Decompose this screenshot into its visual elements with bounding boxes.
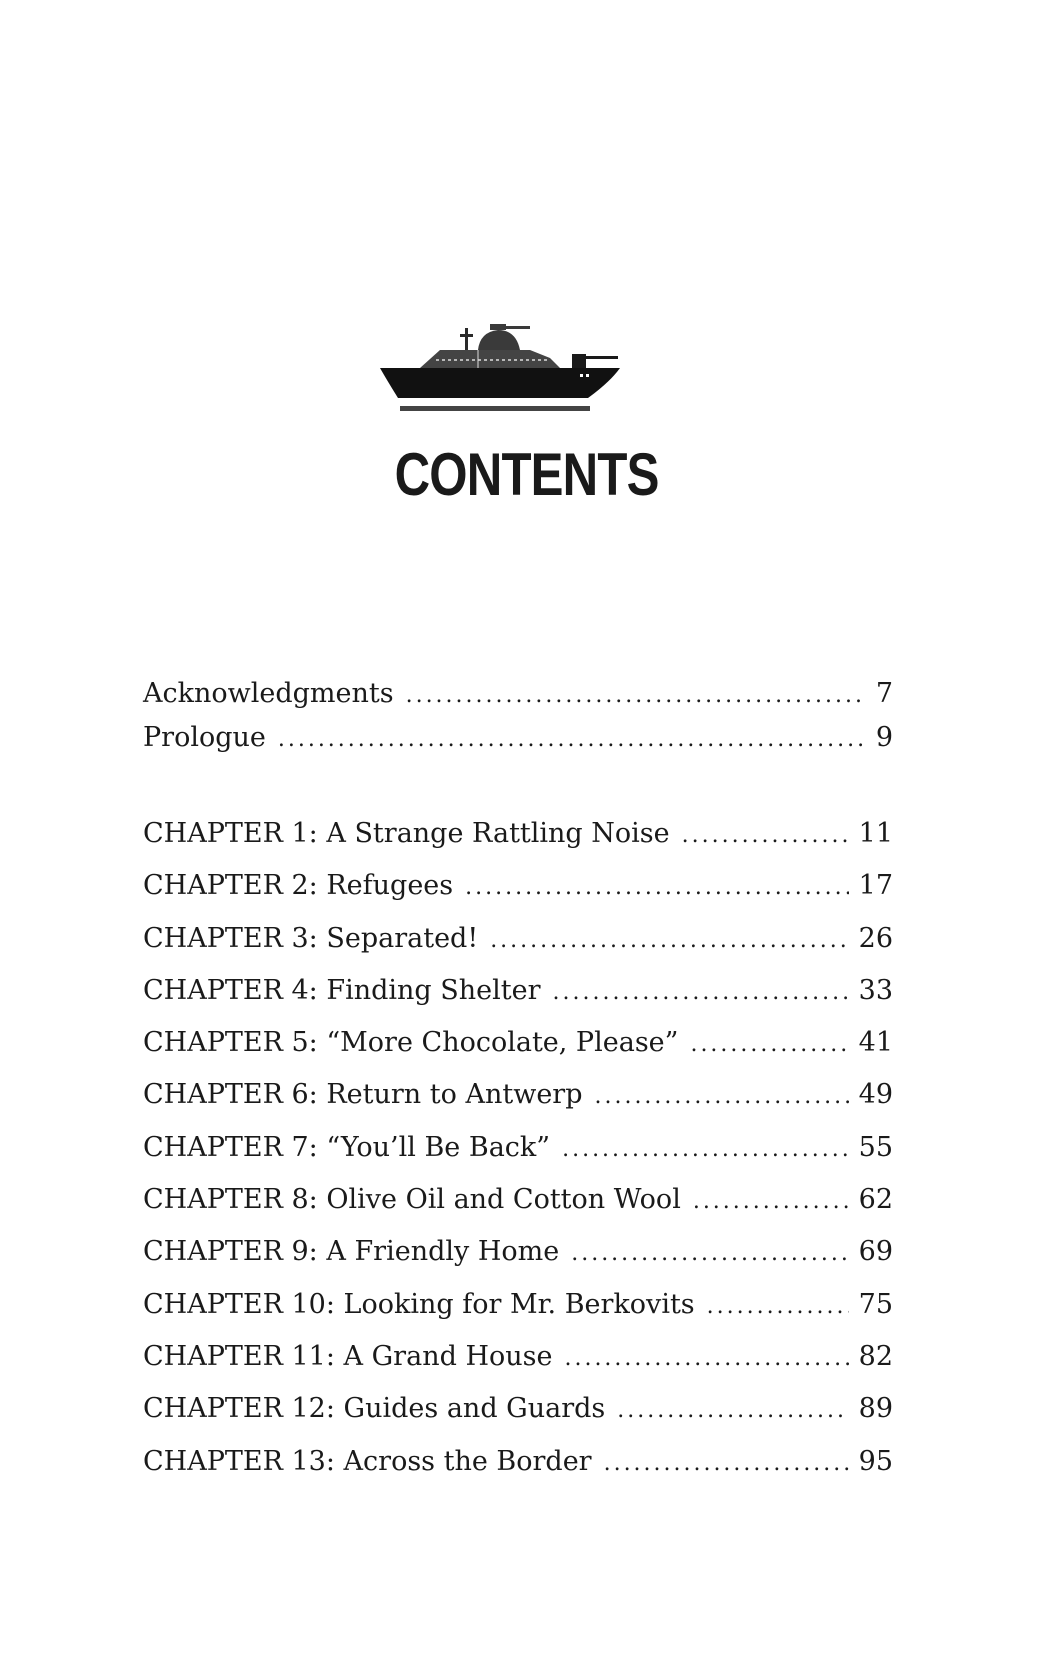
entry-page-number: 49 [858, 1079, 893, 1111]
entry-page-number: 17 [858, 870, 893, 902]
entry-title: Acknowledgments [143, 678, 394, 709]
entry-title: CHAPTER 6: Return to Antwerp [143, 1079, 583, 1111]
entry-title: CHAPTER 7: “You’ll Be Back” [143, 1131, 551, 1163]
entry-title: CHAPTER 11: A Grand House [143, 1340, 553, 1372]
front-matter-list [143, 680, 893, 768]
dot-leader [564, 1348, 848, 1370]
toc-entry-chapter-4 [143, 974, 893, 1029]
entry-title: CHAPTER 2: Refugees [143, 870, 454, 902]
entry-title: CHAPTER 12: Guides and Guards [143, 1393, 606, 1425]
entry-page-number: 62 [858, 1184, 893, 1216]
toc-entry-chapter-13 [143, 1445, 893, 1500]
dot-leader [682, 825, 849, 847]
entry-title: CHAPTER 9: A Friendly Home [143, 1236, 560, 1268]
toc-entry-chapter-8 [143, 1186, 893, 1238]
toc-entry-chapter-1 [143, 820, 893, 872]
dot-leader [595, 1086, 849, 1108]
entry-title: CHAPTER 10: Looking for Mr. Berkovits [143, 1288, 695, 1320]
entry-page-number: 7 [875, 678, 893, 709]
toc-entry-prologue [143, 724, 893, 768]
page-title: CONTENTS [394, 441, 659, 508]
entry-page-number: 55 [858, 1131, 893, 1163]
dot-leader [690, 1034, 848, 1056]
entry-page-number: 95 [858, 1445, 893, 1477]
entry-page-number: 75 [858, 1288, 893, 1320]
chapter-list [143, 820, 893, 1500]
toc-entry-acknowledgments [143, 680, 893, 724]
toc-entry-chapter-3 [143, 922, 893, 977]
dot-leader [562, 1139, 849, 1161]
dot-leader [707, 1296, 849, 1318]
entry-title: CHAPTER 5: “More Chocolate, Please” [143, 1027, 679, 1059]
dot-leader [553, 982, 849, 1004]
entry-page-number: 11 [858, 818, 893, 849]
dot-leader [571, 1243, 848, 1265]
entry-title: CHAPTER 3: Separated! [143, 922, 479, 954]
entry-page-number: 33 [858, 974, 893, 1006]
entry-page-number: 69 [858, 1236, 893, 1268]
entry-page-number: 9 [875, 722, 893, 753]
entry-title: CHAPTER 8: Olive Oil and Cotton Wool [143, 1184, 681, 1216]
dot-leader [617, 1400, 848, 1422]
toc-entry-chapter-7 [143, 1131, 893, 1186]
dot-leader [465, 877, 848, 899]
toc-entry-chapter-9 [143, 1238, 893, 1290]
toc-entry-chapter-2 [143, 872, 893, 924]
entry-title: CHAPTER 1: A Strange Rattling Noise [143, 818, 670, 849]
toc-entry-chapter-5 [143, 1029, 893, 1081]
entry-title: Prologue [143, 722, 266, 753]
dot-leader [693, 1191, 849, 1213]
toc-entry-chapter-10 [143, 1288, 893, 1343]
entry-page-number: 41 [858, 1027, 893, 1059]
dot-leader [278, 729, 866, 751]
dot-leader [604, 1453, 849, 1475]
toc-entry-chapter-11 [143, 1340, 893, 1395]
entry-page-number: 82 [858, 1340, 893, 1372]
toc-entry-chapter-6 [143, 1081, 893, 1133]
dot-leader [406, 685, 866, 707]
dot-leader [490, 930, 848, 952]
entry-title: CHAPTER 13: Across the Border [143, 1445, 592, 1477]
entry-page-number: 89 [858, 1393, 893, 1425]
toc-entry-chapter-12 [143, 1395, 893, 1447]
entry-page-number: 26 [858, 922, 893, 954]
entry-title: CHAPTER 4: Finding Shelter [143, 974, 541, 1006]
ship-icon [380, 320, 640, 430]
